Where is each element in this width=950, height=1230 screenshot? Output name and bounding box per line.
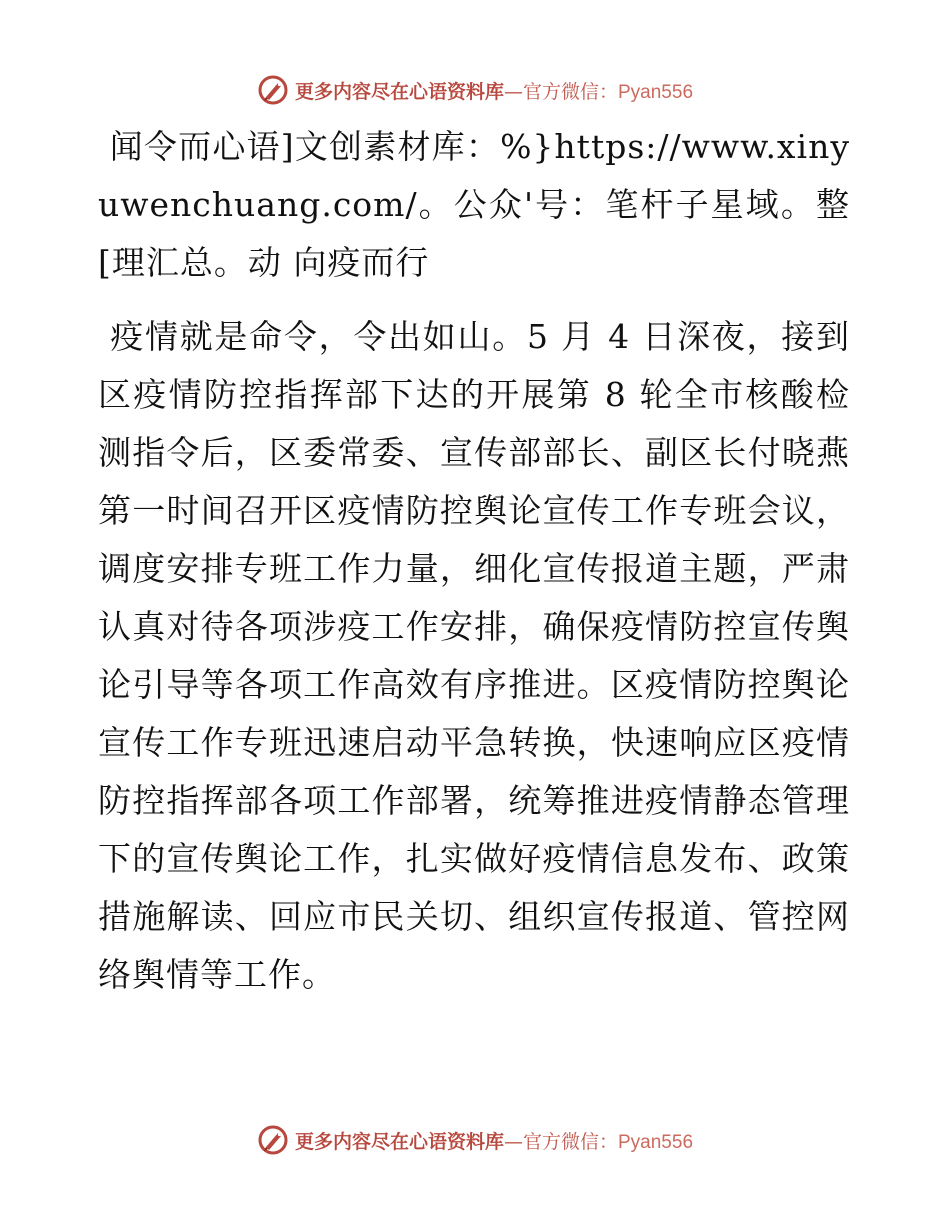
header-banner: [0, 70, 950, 110]
intro-paragraph: 闻令而心语]文创素材库：%}https://www.xinyuwenchuang.com/。公众'号：笔杆子星域。整[理汇总。动 向疫而行: [98, 127, 850, 282]
banner-separator: —: [503, 1130, 523, 1153]
body-paragraph: 疫情就是命令，令出如山。5 月 4 日深夜，接到区疫情防控指挥部下达的开展第 8 轮全市核酸检测指令后，区委常委、宣传部部长、副区长付晓燕第一时间召开区疫情防控舆论宣传工作专班会议，调度安排专班工作力量，细化宣传报道主题，严肃认真对待各项涉疫工作安排，确保疫情防控宣传舆论引导等各项工作高效有序推进。区疫情防控舆论宣传工作专班迅速启动平急转换，快速响应区疫情防控指挥部各项工作部署，统筹推进疫情静态管理下的宣传舆论工作，扎实做好疫情信息发布、政策措施解读、回应市民关切、组织宣传报道、管控网络舆情等工作。: [98, 317, 850, 994]
banner-wechat-id: Pyan556: [618, 1131, 694, 1153]
pen-logo-icon: [257, 1124, 289, 1156]
document-body: [98, 118, 850, 1004]
footer-banner: [0, 1120, 950, 1160]
banner-text: [295, 77, 693, 104]
banner-wechat-id: Pyan556: [618, 81, 694, 103]
banner-wechat-label: 官方微信：: [522, 80, 618, 103]
banner-main-text: 更多内容尽在心语资料库: [294, 1130, 504, 1153]
banner-separator: —: [503, 80, 523, 103]
banner-wechat-label: 官方微信：: [522, 1130, 618, 1153]
banner-text: [295, 1127, 693, 1154]
pen-logo-icon: [257, 74, 289, 106]
banner-main-text: 更多内容尽在心语资料库: [294, 80, 504, 103]
